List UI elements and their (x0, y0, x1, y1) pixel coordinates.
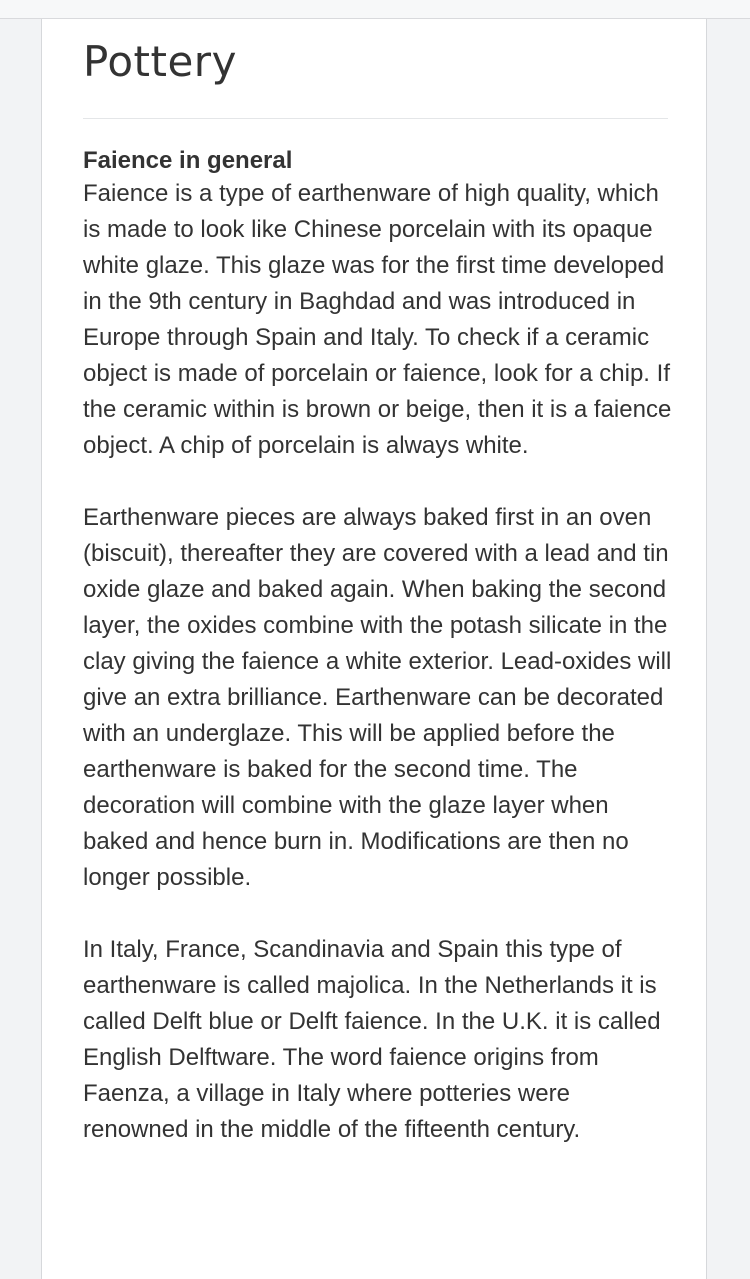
top-bar (0, 0, 750, 19)
article-body (83, 146, 673, 1148)
paragraph-1: Faience is a type of earthenware of high quality, which is made to look like Chinese porcelain with its opaque white glaze. This glaze was for the first time developed in the 9th century in Baghdad and was introduced in Europe through Spain and Italy. To check if a ceramic object is made of porcelain or faience, look for a chip. If the ceramic within is brown or beige, then it is a faience object. A chip of porcelain is always white. (83, 180, 672, 459)
article-card (41, 19, 707, 1279)
paragraph-3: In Italy, France, Scandinavia and Spain this type of earthenware is called majolica. In the Netherlands it is called Delft blue or Delft faience. In the U.K. it is called English Delftware. The word faience origins from Faenza, a village in Italy where potteries were renowned in the middle of the fifteenth century. (83, 936, 661, 1143)
page-title: Pottery (83, 37, 237, 86)
paragraph-2: Earthenware pieces are always baked first in an oven (biscuit), thereafter they are covered with a lead and tin oxide glaze and baked again. When baking the second layer, the oxides combine with the potash silicate in the clay giving the faience a white exterior. Lead-oxides will give an extra brilliance. Earthenware can be decorated with an underglaze. This will be applied before the earthenware is baked for the second time. The decoration will combine with the glaze layer when baked and hence burn in. Modifications are then no longer possible. (83, 504, 672, 891)
section-heading: Faience in general (83, 147, 293, 174)
title-divider (83, 118, 668, 119)
